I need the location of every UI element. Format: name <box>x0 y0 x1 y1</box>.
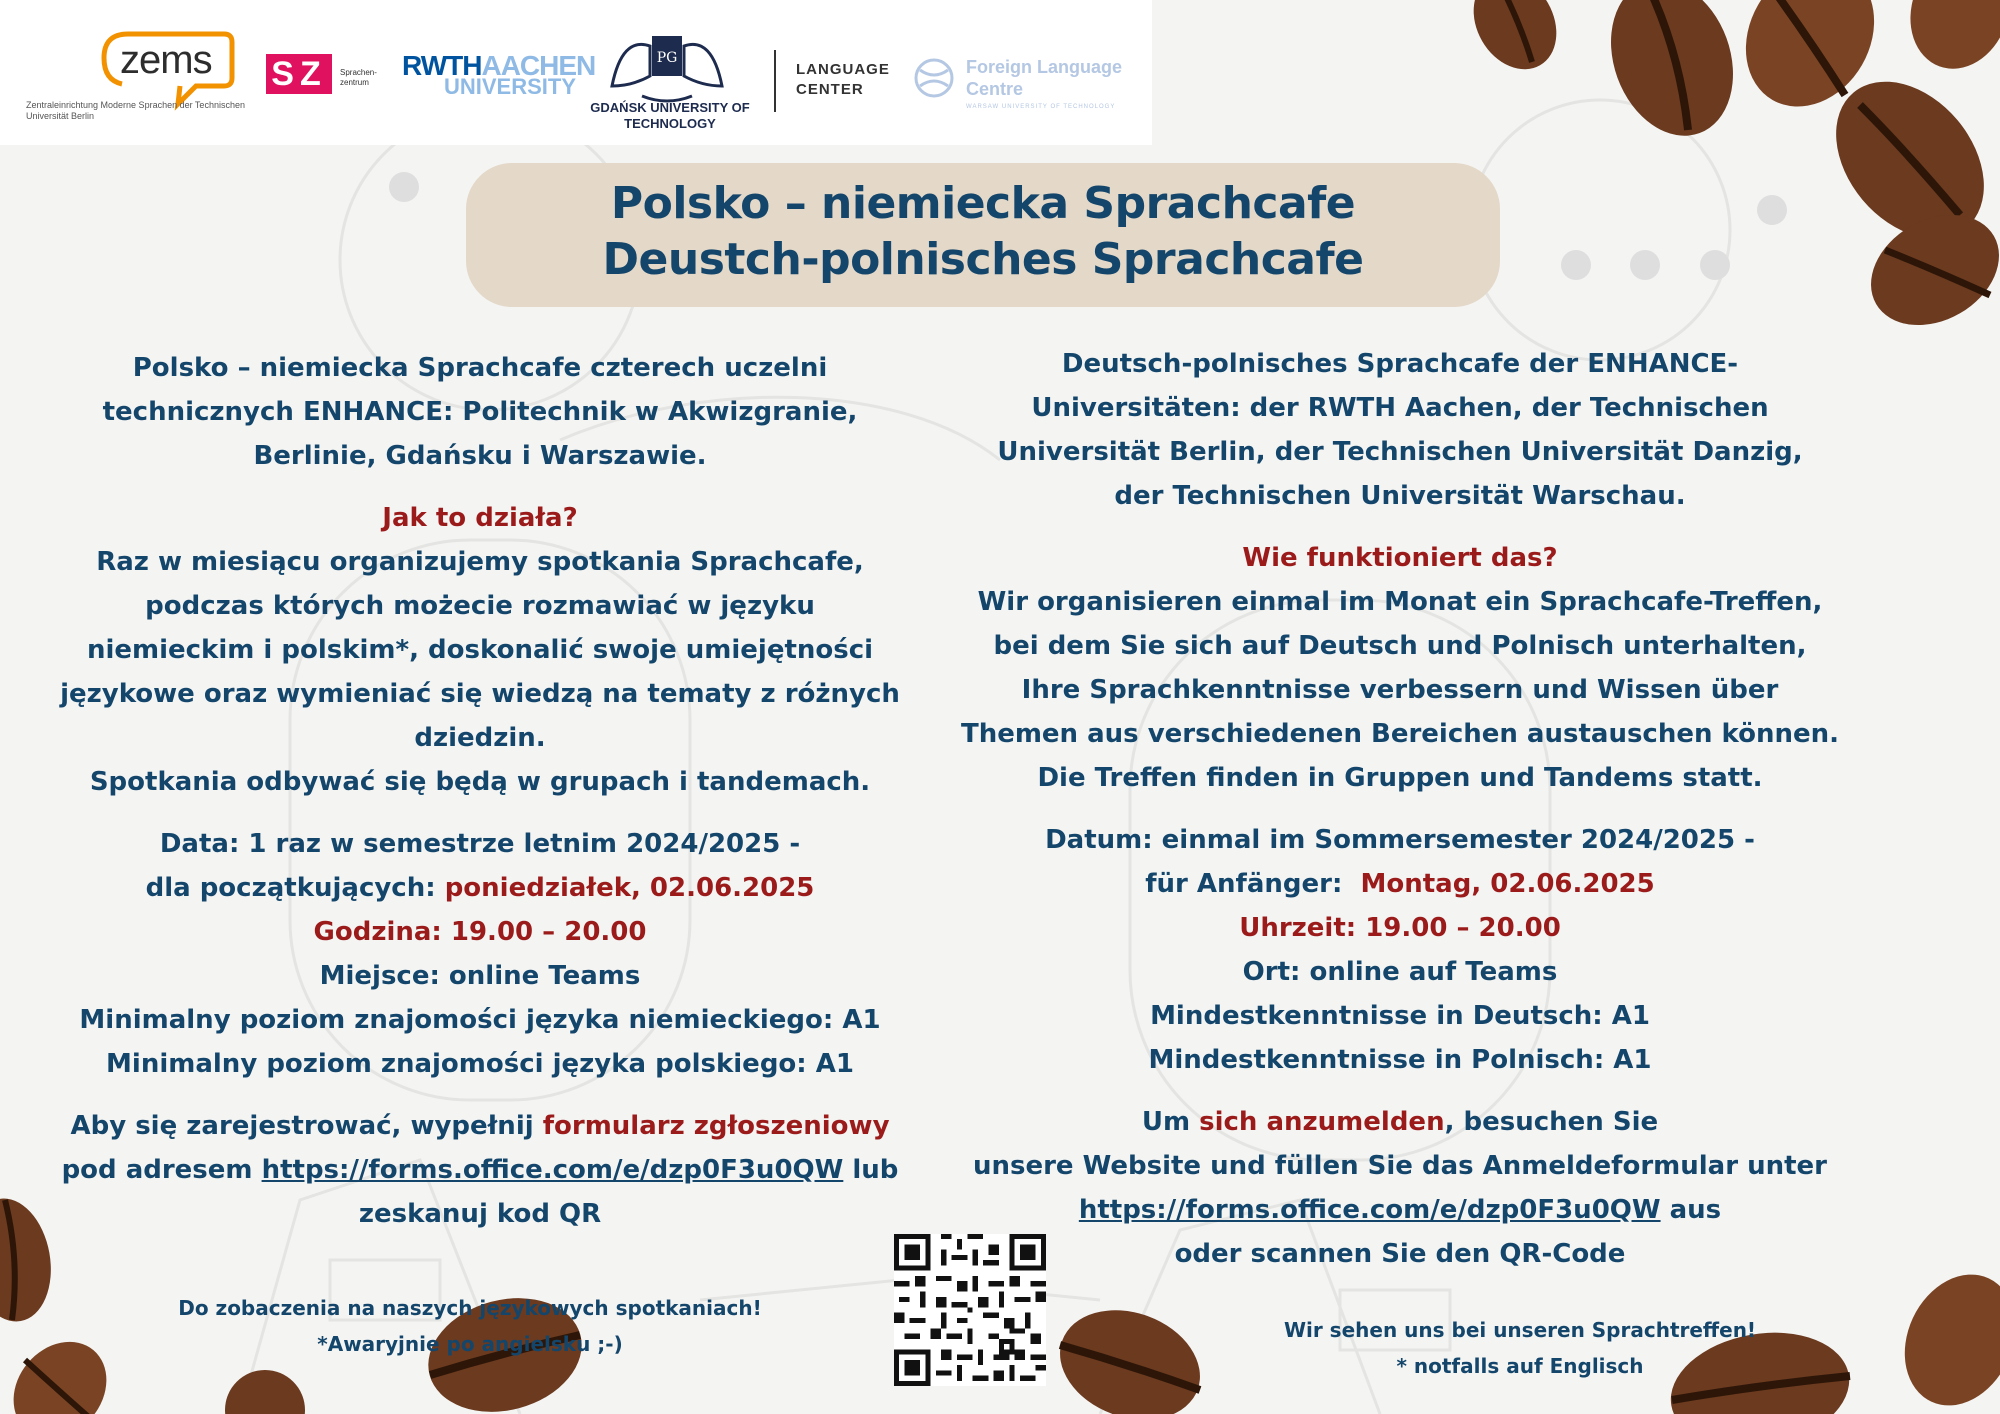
de-groups: Die Treffen finden in Gruppen und Tandems statt. <box>1037 763 1763 793</box>
de-place: Ort: online auf Teams <box>1242 957 1558 987</box>
pl-beginners: dla początkujących: poniedziałek, 02.06.2025 <box>145 873 815 903</box>
pl-register-address: pod adresem https://forms.office.com/e/dzp0F3u0QW lub <box>61 1155 899 1185</box>
pl-level-german: Minimalny poziom znajomości języka niemieckiego: A1 <box>79 1005 881 1035</box>
pl-level-polish: Minimalny poziom znajomości języka polskiego: A1 <box>106 1049 854 1079</box>
warsaw-flc-name: Foreign Language Centre <box>966 57 1123 99</box>
pl-footer-line1: Do zobaczenia na naszych językowych spotkaniach! <box>178 1296 762 1320</box>
sz-logo-subtitle: Sprachen- zentrum <box>340 68 377 87</box>
coffee-bean-icon <box>0 1323 126 1414</box>
de-register-url-link[interactable]: https://forms.office.com/e/dzp0F3u0QW <box>1078 1195 1661 1225</box>
de-footer-line2: * notfalls auf Englisch <box>1396 1354 1644 1378</box>
de-how-heading: Wie funktioniert das? <box>1242 543 1558 573</box>
sz-logo: SZ <box>266 54 332 94</box>
logo-bar <box>0 0 1152 145</box>
warsaw-flc-globe-icon <box>912 56 956 100</box>
coffee-bean-icon <box>1884 1256 2000 1414</box>
logo-divider <box>774 50 776 112</box>
de-level-polish: Mindestkenntnisse in Polnisch: A1 <box>1148 1045 1652 1075</box>
svg-text:PG: PG <box>656 50 678 66</box>
pl-register-qr: zeskanuj kod QR <box>358 1199 602 1229</box>
de-how-text: Wir organisieren einmal im Monat ein Sprachcafe-Treffen, bei dem Sie sich auf Deutsch und Polnisch unterhalten, Ihre Sprachkenntnisse verbessern und Wissen über Themen aus verschiedenen Bereichen austauschen können. <box>960 587 1840 749</box>
pl-register-form-link[interactable]: formularz zgłoszeniowy <box>542 1111 890 1141</box>
pl-time: Godzina: 19.00 – 20.00 <box>313 917 647 947</box>
de-beginners: für Anfänger: Montag, 02.06.2025 <box>1145 869 1655 899</box>
pl-footer-line2: *Awaryjnie po angielsku ;-) <box>317 1332 623 1356</box>
coffee-bean-icon <box>225 1370 305 1414</box>
title-german: Deustch-polnisches Sprachcafe <box>602 234 1364 285</box>
pl-place: Miejsce: online Teams <box>319 961 641 991</box>
de-footer <box>1200 1312 1840 1384</box>
rwth-logo-line1: RWTHAACHEN <box>402 50 596 81</box>
de-level-german: Mindestkenntnisse in Deutsch: A1 <box>1150 1001 1650 1031</box>
de-date: Datum: einmal im Sommersemester 2024/2025 - <box>1045 825 1755 855</box>
pl-footer <box>110 1290 830 1362</box>
gdansk-university-name: GDAŃSK UNIVERSITY OF TECHNOLOGY <box>590 100 750 131</box>
rwth-logo-line2: UNIVERSITY <box>444 74 577 99</box>
german-column <box>960 342 1840 1276</box>
pl-register-url-link[interactable]: https://forms.office.com/e/dzp0F3u0QW <box>261 1155 844 1185</box>
pl-how-heading: Jak to działa? <box>382 503 578 533</box>
zems-logo-subtitle: Zentraleinrichtung Moderne Sprachen der Technischen Universität Berlin <box>26 100 245 121</box>
title-polish: Polsko – niemiecka Sprachcafe <box>610 178 1356 229</box>
coffee-bean-icon <box>1457 0 1573 84</box>
pl-how-text: Raz w miesiącu organizujemy spotkania Sprachcafe, podczas których możecie rozmawiać w języku niemieckim i polskim*, doskonalić swoje umiejętności językowe oraz wymieniać się wiedzą na tematy z różnych dziedzin. <box>60 547 900 753</box>
de-footer-line1: Wir sehen uns bei unseren Sprachtreffen! <box>1283 1318 1757 1342</box>
pl-register: Aby się zarejestrować, wypełnij formularz zgłoszeniowy <box>70 1111 890 1141</box>
coffee-bean-icon <box>0 1192 60 1328</box>
pl-intro: Polsko – niemiecka Sprachcafe czterech uczelni technicznych ENHANCE: Politechnik w Akwizgranie, Berlinie, Gdańsku i Warszawie. <box>102 353 858 471</box>
de-beginners-date: Montag, 02.06.2025 <box>1360 869 1655 899</box>
zems-logo-text: zems <box>120 38 212 82</box>
de-register-address: https://forms.office.com/e/dzp0F3u0QW aus <box>1078 1195 1722 1225</box>
de-register-link[interactable]: sich anzumelden <box>1199 1107 1445 1137</box>
coffee-bean-icon <box>1590 0 1754 153</box>
de-register: Um sich anzumelden, besuchen Sie <box>1141 1107 1659 1137</box>
gdansk-university-emblem-icon <box>602 26 732 110</box>
pl-date: Data: 1 raz w semestrze letnim 2024/2025 - <box>159 829 801 859</box>
coffee-bean-icon <box>1045 1292 1216 1414</box>
language-center-label: LANGUAGE CENTER <box>796 61 890 98</box>
de-register-qr: oder scannen Sie den QR-Code <box>1174 1239 1626 1269</box>
de-register-line2: unsere Website und füllen Sie das Anmeldeformular unter <box>972 1151 1827 1181</box>
de-time: Uhrzeit: 19.00 – 20.00 <box>1239 913 1561 943</box>
coffee-bean-icon <box>1894 0 2000 83</box>
pl-beginners-date: poniedziałek, 02.06.2025 <box>444 873 815 903</box>
warsaw-flc-subtitle: WARSAW UNIVERSITY OF TECHNOLOGY <box>966 104 1116 110</box>
registration-qr-code[interactable] <box>894 1234 1046 1386</box>
polish-column <box>60 346 900 1236</box>
de-intro: Deutsch-polnisches Sprachcafe der ENHANCE-Universitäten: der RWTH Aachen, der Technischen Universität Berlin, der Technischen Universität Danzig, der Technischen Universität Warschau. <box>997 349 1803 511</box>
pl-groups: Spotkania odbywać się będą w grupach i tandemach. <box>89 767 871 797</box>
